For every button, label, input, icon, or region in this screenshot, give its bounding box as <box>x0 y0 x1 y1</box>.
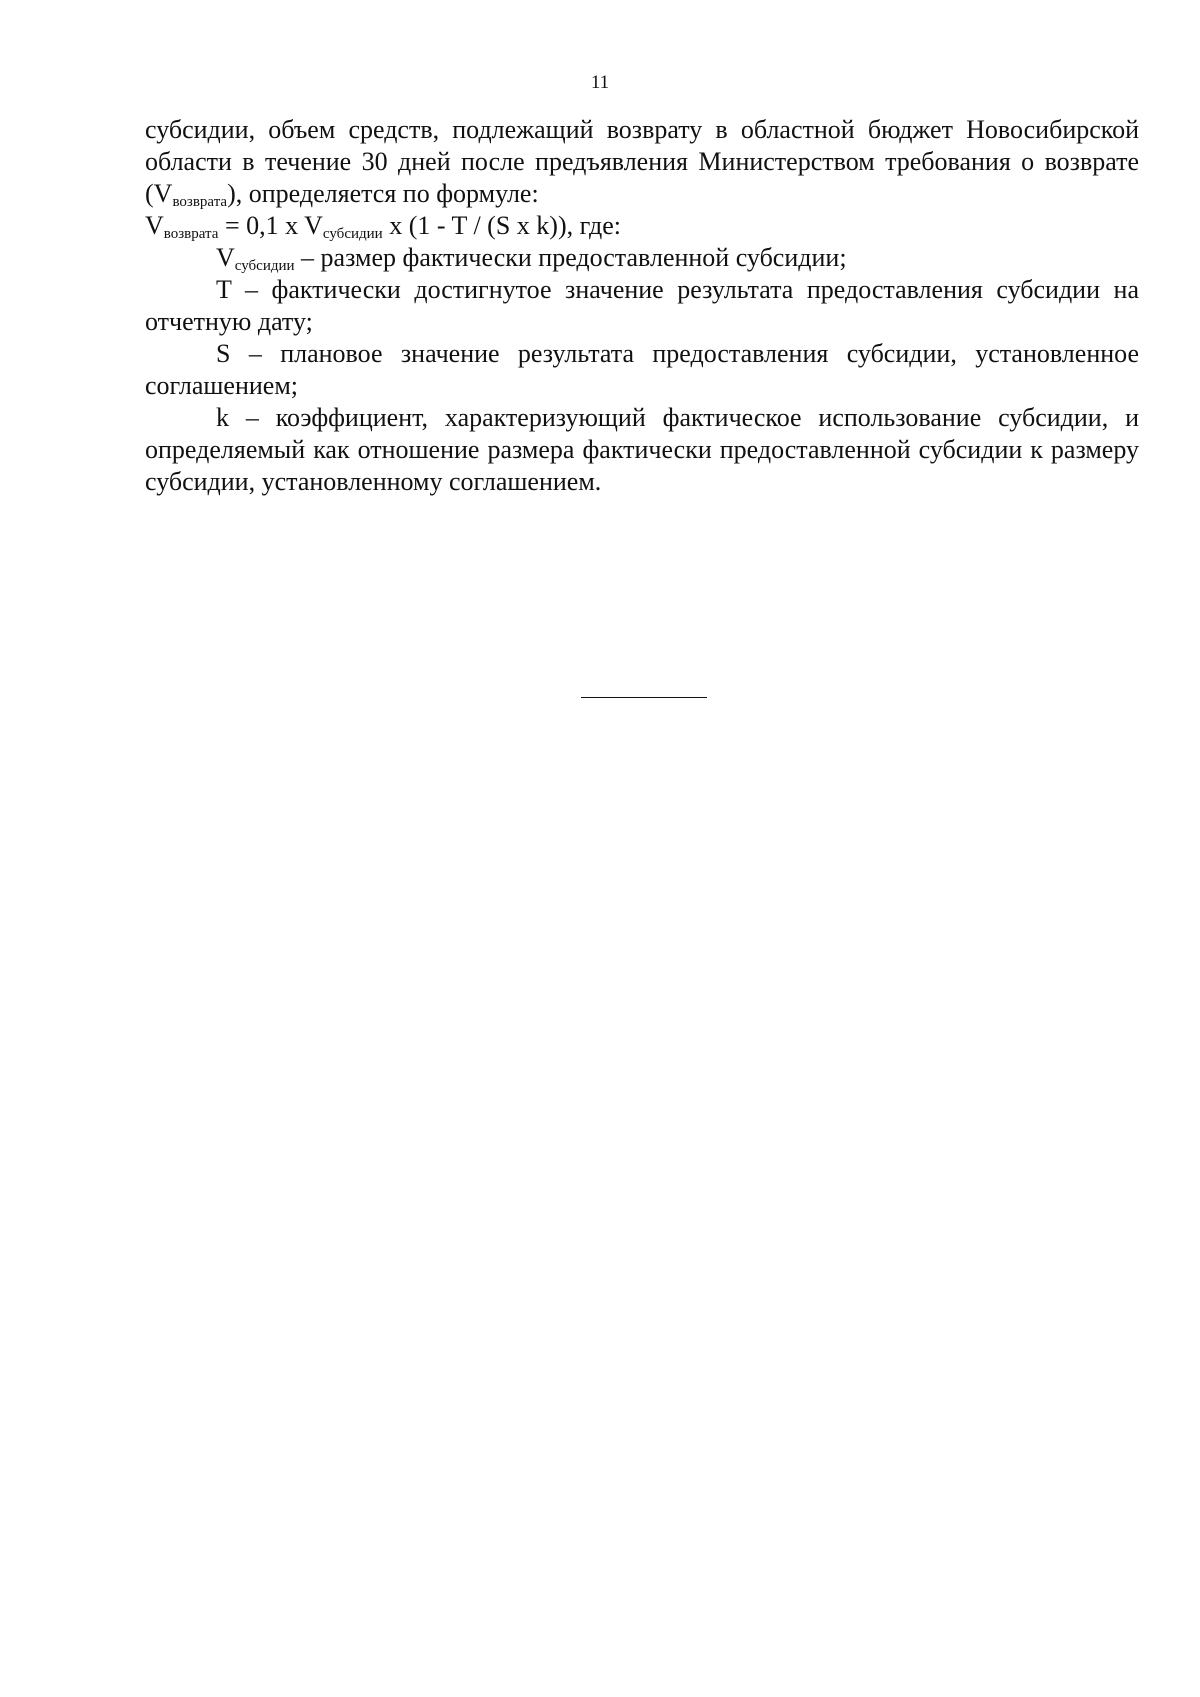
formula-v: V <box>145 211 164 240</box>
formula-v-subscript: возврата <box>163 226 219 242</box>
intro-paragraph <box>145 114 1139 210</box>
definition-t: T – фактически достигнутое значение результата предоставления субсидии на отчетную дату; <box>145 275 1139 336</box>
formula-middle-subscript: субсидии <box>322 226 383 242</box>
intro-subscript: возврата <box>172 194 228 210</box>
definition-v-subscript: субсидии <box>234 258 295 274</box>
end-of-document-rule <box>581 697 707 698</box>
document-body <box>145 114 1139 498</box>
definition-s: S – плановое значение результата предоставления субсидии, установленное соглашением; <box>145 339 1139 400</box>
page-number: 11 <box>590 72 610 93</box>
definition-v-subsidy <box>145 242 1139 274</box>
definition-v-text: – размер фактически предоставленной субсидии; <box>294 243 847 272</box>
intro-text: субсидии, объем средств, подлежащий возврату в областной бюджет Новосибирской области в течение 30 дней после предъявления Министерством требования о возврате (V <box>145 115 1139 208</box>
definition-v-symbol: V <box>216 243 235 272</box>
formula-middle: = 0,1 x V <box>218 211 323 240</box>
formula <box>145 210 1139 242</box>
formula-tail: x (1 - T / (S x k)), где: <box>382 211 621 240</box>
intro-text-end: ), определяется по формуле: <box>227 179 539 208</box>
definition-k: k – коэффициент, характеризующий фактическое использование субсидии, и определяемый как отношение размера фактически предоставленной субсидии к размеру субсидии, установленному соглашением. <box>145 403 1139 496</box>
